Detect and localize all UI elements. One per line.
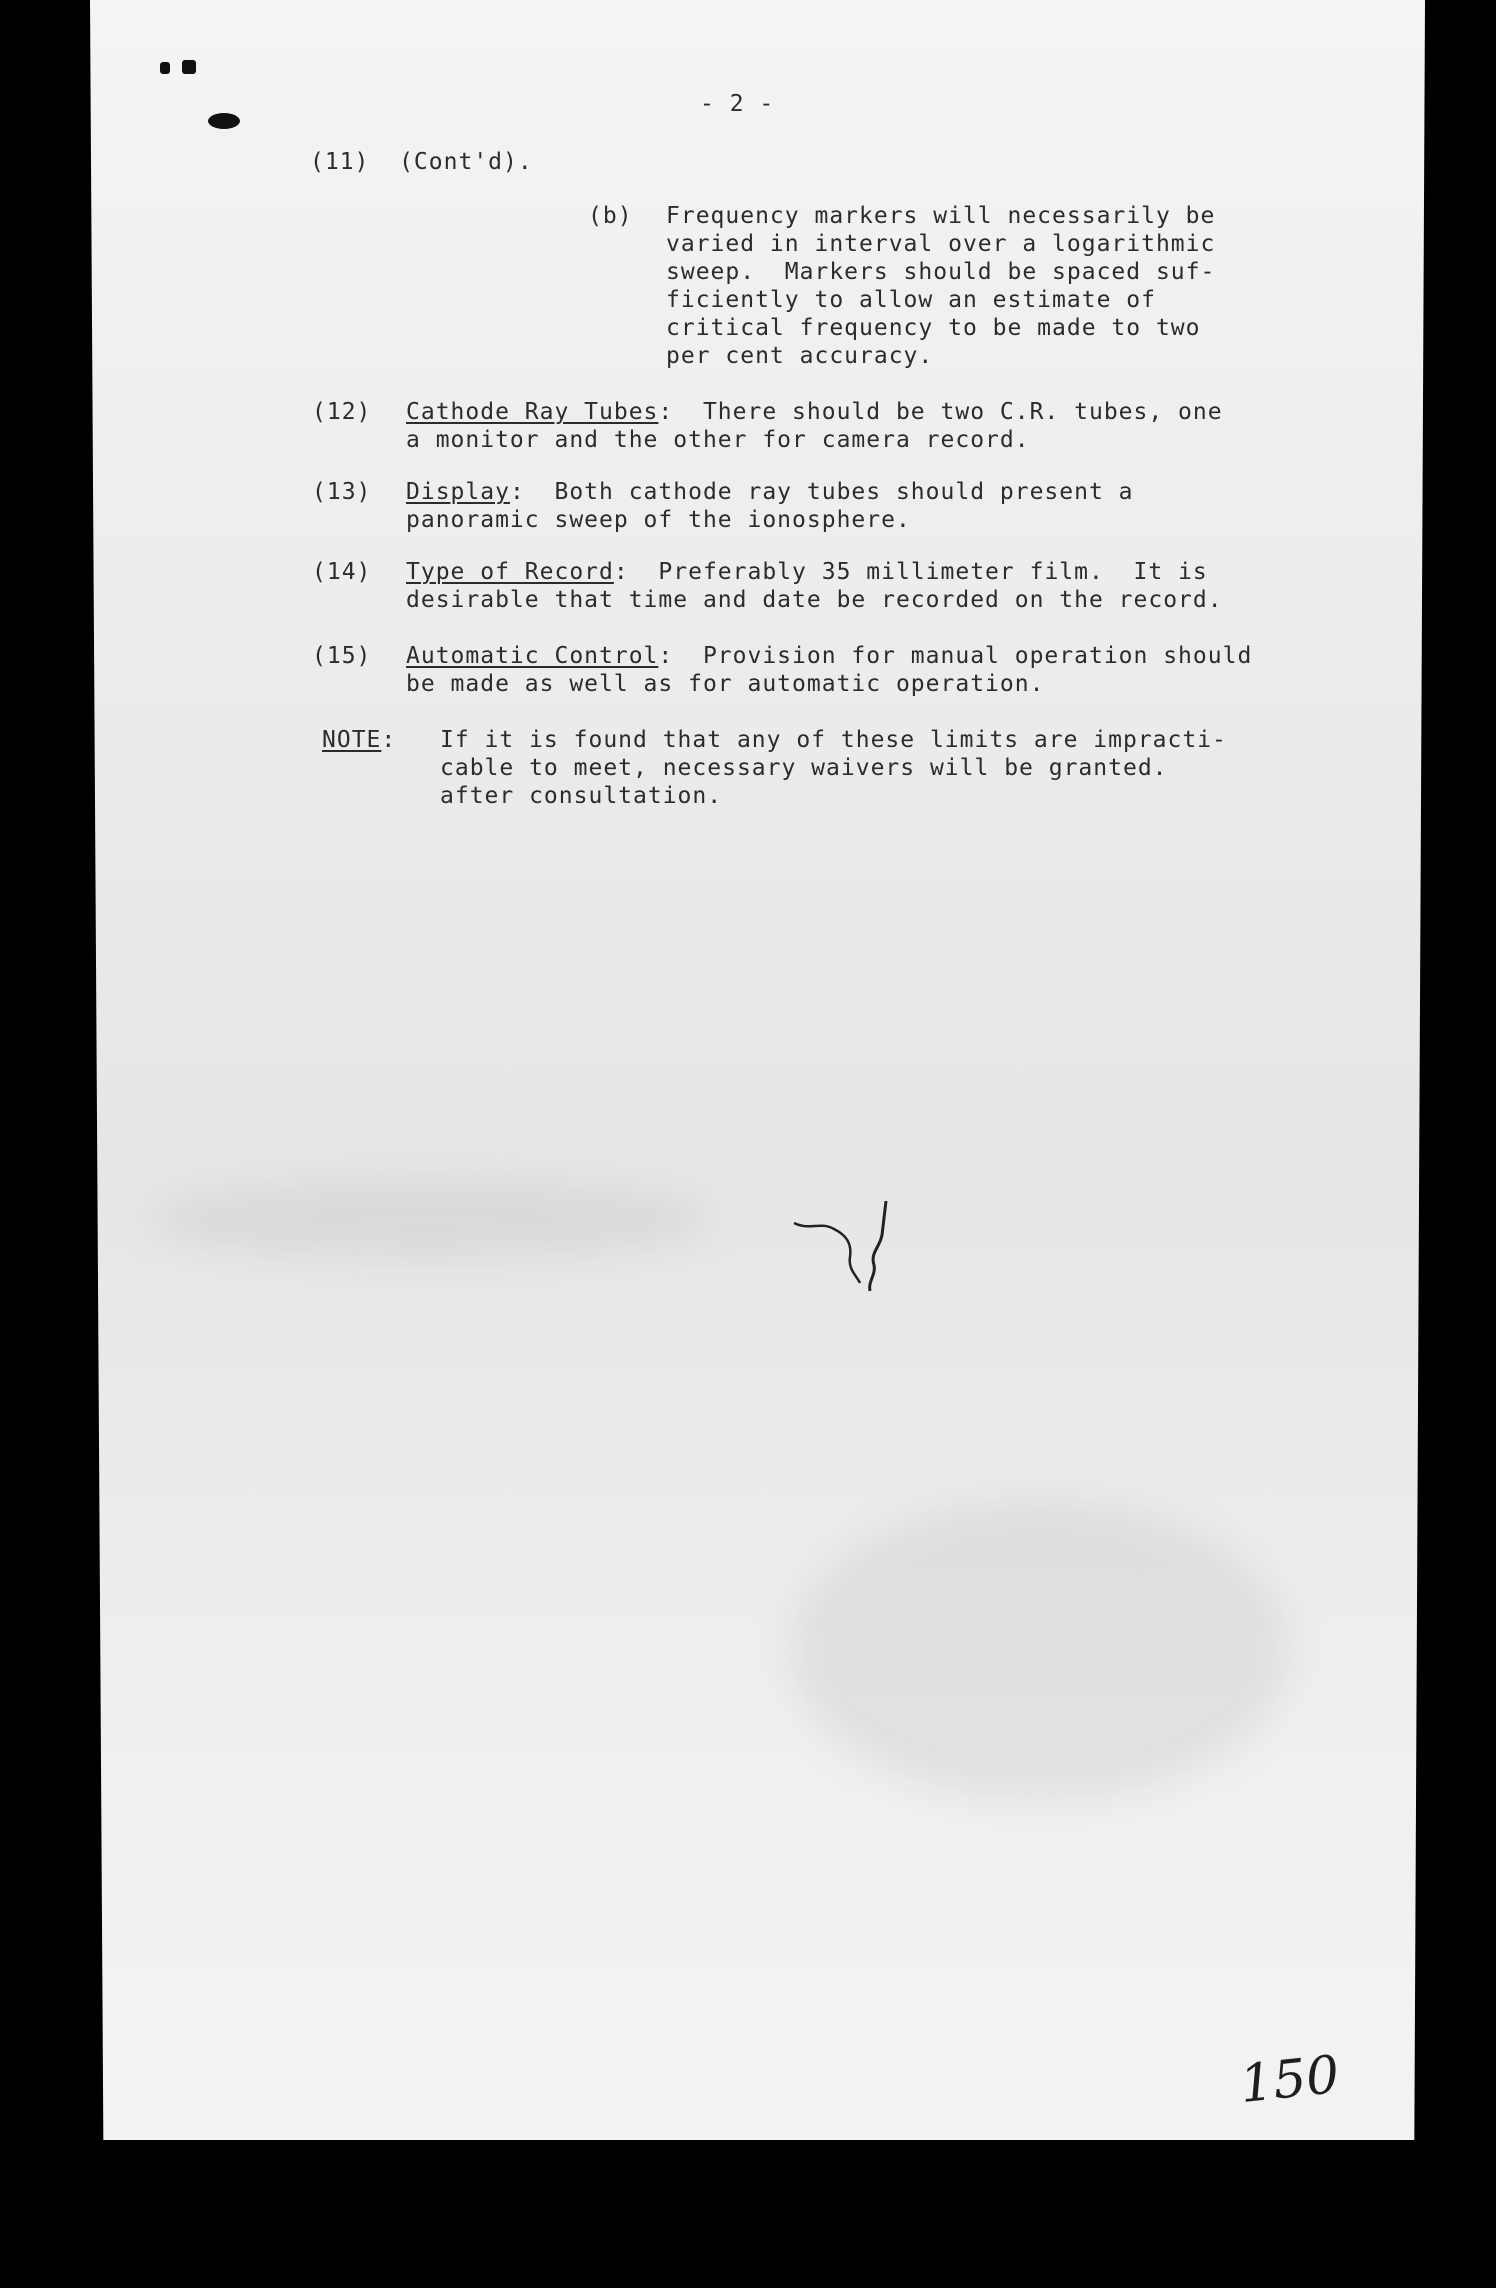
paragraph-line: per cent accuracy. bbox=[666, 343, 934, 369]
handwritten-page-number: 150 bbox=[1237, 2044, 1343, 2116]
note-colon: : bbox=[381, 727, 397, 753]
item-text: : Preferably 35 millimeter film. It is bbox=[613, 559, 1208, 585]
item-body bbox=[406, 478, 1134, 534]
item-b-paragraph bbox=[666, 202, 1215, 370]
note-label: NOTE bbox=[322, 727, 382, 753]
note-label-wrap bbox=[322, 726, 396, 754]
item-number: (15) bbox=[312, 643, 372, 669]
item-body bbox=[406, 642, 1252, 698]
item-b-label: (b) bbox=[588, 203, 633, 229]
ink-speck bbox=[182, 60, 196, 74]
item-heading: Cathode Ray Tubes bbox=[406, 399, 659, 425]
section-continuation: (11) (Cont'd). bbox=[310, 149, 533, 175]
item-text: a monitor and the other for camera record. bbox=[406, 427, 1030, 453]
item-heading: Type of Record bbox=[406, 559, 614, 585]
item-body bbox=[406, 398, 1223, 454]
item-text: : There should be two C.R. tubes, one bbox=[658, 399, 1223, 425]
note-paragraph bbox=[440, 726, 1227, 810]
note-line: If it is found that any of these limits are impracti- bbox=[440, 727, 1227, 753]
item-body bbox=[406, 558, 1223, 614]
item-number: (14) bbox=[312, 559, 372, 585]
item-text: desirable that time and date be recorded on the record. bbox=[406, 587, 1223, 613]
item-text: panoramic sweep of the ionosphere. bbox=[406, 507, 911, 533]
note-line: cable to meet, necessary waivers will be granted. bbox=[440, 755, 1168, 781]
item-number: (12) bbox=[312, 399, 372, 425]
paragraph-line: varied in interval over a logarithmic bbox=[666, 231, 1216, 257]
paragraph-line: critical frequency to be made to two bbox=[666, 315, 1201, 341]
paragraph-line: Frequency markers will necessarily be bbox=[666, 203, 1216, 229]
item-text: : Provision for manual operation should bbox=[658, 643, 1253, 669]
paragraph-line: sweep. Markers should be spaced suf- bbox=[666, 259, 1216, 285]
ink-blot bbox=[208, 113, 240, 129]
paragraph-line: ficiently to allow an estimate of bbox=[666, 287, 1156, 313]
page-number: - 2 - bbox=[700, 91, 775, 117]
ink-squiggle bbox=[790, 1195, 900, 1305]
item-number: (13) bbox=[312, 479, 372, 505]
page-smudge bbox=[150, 1180, 710, 1260]
item-heading: Automatic Control bbox=[406, 643, 659, 669]
item-text: be made as well as for automatic operation. bbox=[406, 671, 1045, 697]
page-smudge bbox=[790, 1500, 1290, 1800]
item-heading: Display bbox=[406, 479, 510, 505]
note-line: after consultation. bbox=[440, 783, 723, 809]
ink-speck bbox=[160, 62, 170, 74]
item-text: : Both cathode ray tubes should present a bbox=[509, 479, 1134, 505]
